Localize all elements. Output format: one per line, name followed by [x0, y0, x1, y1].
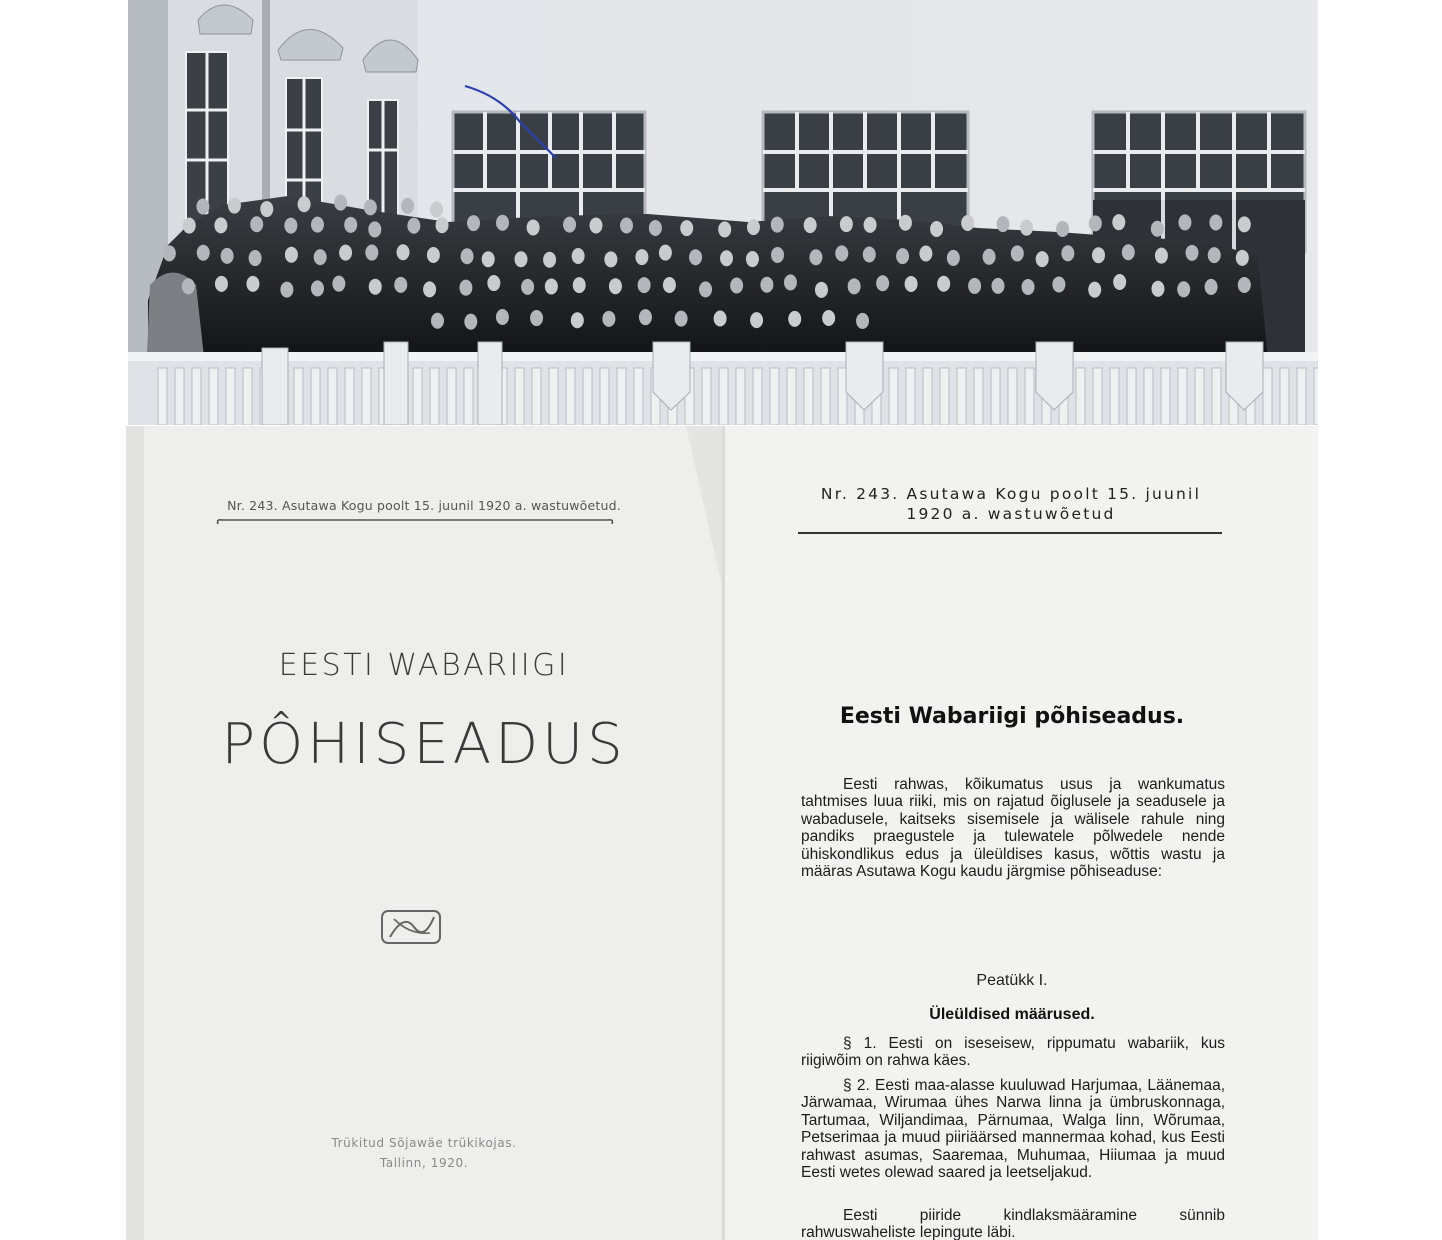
crowd-head: [311, 217, 324, 233]
crowd-head: [1056, 221, 1069, 237]
crowd-head: [285, 247, 298, 263]
baluster: [430, 368, 439, 425]
baluster: [787, 368, 796, 425]
baluster: [447, 368, 456, 425]
crowd-head: [961, 215, 974, 231]
crowd-head: [563, 217, 576, 233]
crowd-head: [864, 217, 877, 233]
printer-emblem-icon: [380, 907, 444, 947]
crowd-head: [1020, 220, 1033, 236]
crowd-head: [215, 276, 228, 292]
crowd-head: [718, 221, 731, 237]
page-header-line-1: Nr. 243. Asutawa Kogu poolt 15. juunil: [820, 485, 1202, 503]
baluster: [294, 368, 303, 425]
crowd-head: [249, 250, 262, 266]
crowd-head: [461, 248, 474, 264]
crowd-head: [572, 248, 585, 264]
baluster: [1110, 368, 1119, 425]
crowd-head: [896, 248, 909, 264]
crowd-head: [368, 221, 381, 237]
baluster: [328, 368, 337, 425]
baluster: [1025, 368, 1034, 425]
crowd-head: [815, 282, 828, 298]
crowd-head: [1236, 250, 1249, 266]
baluster: [1263, 368, 1272, 425]
crowd-head: [1113, 274, 1126, 290]
crowd-head: [1022, 279, 1035, 295]
crowd-head: [394, 277, 407, 293]
baluster: [889, 368, 898, 425]
baluster: [549, 368, 558, 425]
crowd-head: [804, 217, 817, 233]
crowd-head: [1205, 279, 1218, 295]
crowd-head: [992, 278, 1005, 294]
crowd-head: [1089, 215, 1102, 231]
crowd-head: [311, 280, 324, 296]
baluster: [464, 368, 473, 425]
crowd-head: [314, 249, 327, 265]
baluster: [1076, 368, 1085, 425]
crowd-head: [659, 245, 672, 261]
crowd-head: [771, 247, 784, 263]
baluster: [243, 368, 252, 425]
paper-texture: [126, 426, 722, 1240]
crowd-head: [675, 311, 688, 327]
chapter-title: Üleüldised määrused.: [929, 1006, 1095, 1023]
group-photo-illustration: [128, 0, 1318, 425]
crowd-head: [1061, 245, 1074, 261]
cover-header: Nr. 243. Asutawa Kogu poolt 15. juunil 1920 a. wastuwõetud.: [227, 498, 621, 513]
crowd-head: [663, 277, 676, 293]
baluster: [1093, 368, 1102, 425]
baluster: [906, 368, 915, 425]
crowd-head: [649, 220, 662, 236]
crowd-head: [1208, 247, 1221, 263]
crowd-head: [196, 198, 209, 214]
crowd-head: [183, 218, 196, 234]
crowd-head: [848, 278, 861, 294]
crowd-head: [996, 216, 1009, 232]
crowd-head: [835, 245, 848, 261]
crowd-head: [1151, 281, 1164, 297]
crowd-head: [730, 278, 743, 294]
crowd-head: [221, 248, 234, 264]
baluster: [1127, 368, 1136, 425]
baluster: [821, 368, 830, 425]
baluster: [175, 368, 184, 425]
baluster: [1195, 368, 1204, 425]
baluster: [1161, 368, 1170, 425]
page-header-rule: [798, 532, 1222, 534]
page-header-line-2: 1920 a. wastuwõetud: [906, 505, 1116, 523]
crowd-head: [609, 278, 622, 294]
baluster: [192, 368, 201, 425]
crowd-head: [407, 218, 420, 234]
baluster: [804, 368, 813, 425]
crowd-head: [163, 245, 176, 261]
baluster: [974, 368, 983, 425]
crowd-head: [246, 276, 259, 292]
crowd-head: [968, 278, 981, 294]
cover-place-year: Tallinn, 1920.: [379, 1156, 469, 1170]
baluster: [600, 368, 609, 425]
crowd-head: [905, 276, 918, 292]
crowd-head: [250, 216, 263, 232]
crowd-head: [863, 247, 876, 263]
baluster: [515, 368, 524, 425]
chapter-label: Peatükk I.: [976, 972, 1048, 989]
baluster: [158, 368, 167, 425]
baluster: [209, 368, 218, 425]
crowd-head: [284, 218, 297, 234]
baluster: [940, 368, 949, 425]
baluster: [736, 368, 745, 425]
crowd-head: [639, 309, 652, 325]
preamble-paragraph: Eesti rahwas, kõikumatus usus ja wankumatus tahtmises luua riiki, mis on rajatud õiglusele ja seadusele ja wabadusele, kaitseks sisemisele ja wälisele rahule ning pandiks praegustele ja tulewatele põlwedele nende ühiskondlikus edus ja üleüldises kasus, wõttis wastu ja määras Asutawa Kogu kaudu järgmise põhiseaduse:: [801, 776, 1225, 881]
crowd-head: [1052, 276, 1065, 292]
baluster: [634, 368, 643, 425]
crowd-head: [750, 312, 763, 328]
crowd-head: [746, 251, 759, 267]
baluster: [583, 368, 592, 425]
baluster: [311, 368, 320, 425]
baluster: [770, 368, 779, 425]
page-header: [796, 484, 1226, 524]
baluster: [923, 368, 932, 425]
crowd-head: [496, 309, 509, 325]
crowd-head: [720, 250, 733, 266]
crowd-head: [182, 278, 195, 294]
crowd-head: [876, 275, 889, 291]
crowd-head: [344, 217, 357, 233]
crowd-head: [482, 251, 495, 267]
crowd-head: [1036, 251, 1049, 267]
baluster: [991, 368, 1000, 425]
crowd-head: [496, 215, 509, 231]
crowd-head: [771, 217, 784, 233]
baluster: [345, 368, 354, 425]
crowd-head: [527, 219, 540, 235]
crowd-head: [298, 196, 311, 212]
booklet-cover: [126, 426, 722, 1240]
crowd-head: [604, 251, 617, 267]
crowd-head: [856, 313, 869, 329]
crowd-head: [1209, 215, 1222, 231]
cover-ornamental-rule: [214, 518, 616, 528]
crowd-head: [638, 277, 651, 293]
cover-title-line-2: PÔHISEADUS: [221, 712, 627, 777]
crowd-head: [228, 198, 241, 214]
crowd-head: [919, 245, 932, 261]
crowd-head: [1238, 277, 1251, 293]
crowd-head: [699, 281, 712, 297]
crowd-head: [1186, 245, 1199, 261]
crowd-head: [464, 314, 477, 330]
crowd-head: [530, 310, 543, 326]
crowd-head: [401, 198, 414, 214]
cover-title-line-1: EESTI WABARIIGI: [278, 648, 570, 683]
baluster: [1008, 368, 1017, 425]
baluster: [532, 368, 541, 425]
crowd-head: [930, 221, 943, 237]
crowd-head: [689, 249, 702, 265]
baluster: [1297, 368, 1306, 425]
crowd-head: [436, 217, 449, 233]
crowd-head: [573, 277, 586, 293]
constitution-first-page: [722, 426, 1318, 1240]
crowd-head: [334, 195, 347, 211]
crowd-head: [840, 216, 853, 232]
crowd-head: [947, 250, 960, 266]
crowd-head: [431, 313, 444, 329]
crowd-head: [899, 215, 912, 231]
baluster: [1178, 368, 1187, 425]
crowd-head: [280, 282, 293, 298]
crowd-head: [822, 310, 835, 326]
baluster: [719, 368, 728, 425]
crowd-head: [1178, 214, 1191, 230]
crowd-head: [430, 202, 443, 218]
crowd-head: [397, 244, 410, 260]
crowd-head: [197, 245, 210, 261]
crowd-head: [1122, 244, 1135, 260]
crowd-head: [332, 276, 345, 292]
crowd-head: [1238, 216, 1251, 232]
baluster: [957, 368, 966, 425]
crowd-head: [369, 279, 382, 295]
crowd-head: [365, 245, 378, 261]
crowd-head: [937, 276, 950, 292]
crowd-head: [747, 219, 760, 235]
baluster: [362, 368, 371, 425]
section-2-paragraph: § 2. Eesti maa-alasse kuuluwad Harjumaa, Läänemaa, Järwamaa, Wirumaa ühes Narwa linna ja ümbruskonnaga, Tartumaa, Wiljandimaa, Pärnumaa, Walga linn, Wõrumaa, Petserimaa ja muud piiriäärsed mannermaa kohad, kus Eesti rahwast asumas, Saaremaa, Muhumaa, Hiiumaa ja muud Eesti wetes olewad saared ja leetseljakud.: [801, 1077, 1225, 1182]
baluster: [413, 368, 422, 425]
baluster: [1212, 368, 1221, 425]
crowd-head: [760, 277, 773, 293]
crowd-head: [467, 215, 480, 231]
crowd-head: [1177, 281, 1190, 297]
crowd-head: [1088, 282, 1101, 298]
baluster: [617, 368, 626, 425]
crowd-head: [1151, 221, 1164, 237]
baluster: [702, 368, 711, 425]
crowd-head: [339, 245, 352, 261]
crowd-head: [364, 199, 377, 215]
crowd-head: [1011, 245, 1024, 261]
crowd-head: [602, 311, 615, 327]
crowd-head: [427, 247, 440, 263]
page-title: Eesti Wabariigi põhiseadus.: [839, 704, 1185, 729]
crowd-head: [543, 252, 556, 268]
crowd-head: [521, 279, 534, 295]
baluster: [1314, 368, 1318, 425]
group-photo: [128, 0, 1318, 425]
section-2-continuation-paragraph: Eesti piiride kindlaksmääramine sünnib rahwuswaheliste lepingute läbi.: [801, 1207, 1225, 1240]
crowd-head: [784, 274, 797, 290]
crowd-head: [1155, 248, 1168, 264]
crowd-head: [514, 251, 527, 267]
crowd-head: [423, 281, 436, 297]
crowd-head: [635, 249, 648, 265]
crowd-head: [714, 310, 727, 326]
baluster: [226, 368, 235, 425]
crowd-head: [1092, 247, 1105, 263]
crowd-head: [459, 280, 472, 296]
cover-printer-line: Trükitud Sõjawäe trükikojas.: [331, 1136, 517, 1150]
baluster: [1280, 368, 1289, 425]
baluster: [753, 368, 762, 425]
crowd-head: [680, 220, 693, 236]
baluster: [566, 368, 575, 425]
crowd-head: [545, 278, 558, 294]
crowd-head: [571, 312, 584, 328]
crowd-head: [788, 311, 801, 327]
crowd-head: [983, 249, 996, 265]
crowd-head: [1112, 214, 1125, 230]
crowd-head: [260, 201, 273, 217]
baluster: [1144, 368, 1153, 425]
crowd-head: [809, 249, 822, 265]
section-1-paragraph: § 1. Eesti on iseseisew, rippumatu wabariik, kus riigiwõim on rahwa käes.: [801, 1035, 1225, 1070]
crowd-head: [487, 275, 500, 291]
crowd-head: [620, 218, 633, 234]
crowd-head: [589, 218, 602, 234]
crowd-head: [214, 217, 227, 233]
